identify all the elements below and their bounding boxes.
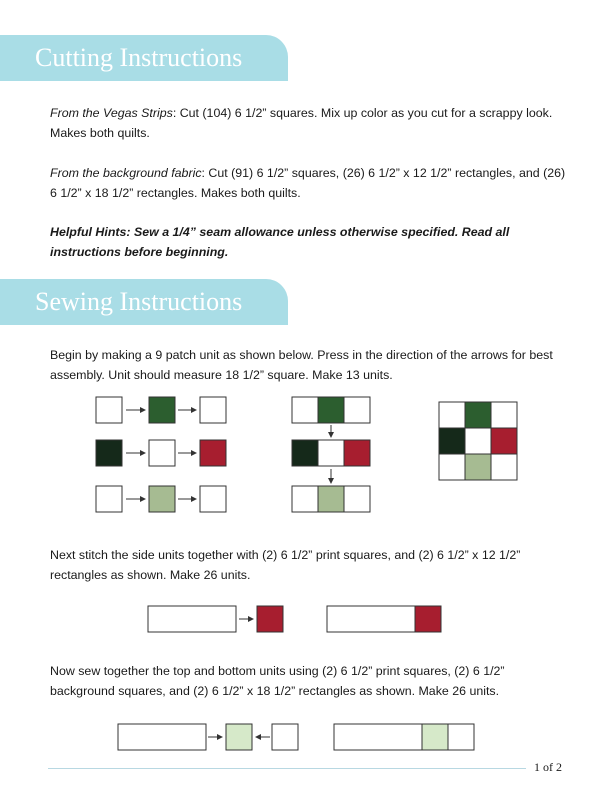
side-unit-diagram — [148, 606, 441, 632]
cutting-instructions-title: Cutting Instructions — [35, 43, 243, 72]
patch-background-square — [292, 486, 318, 512]
patch-background-square — [439, 454, 465, 480]
patch-very-dark-green-square — [439, 428, 465, 454]
background-rectangle — [148, 606, 236, 632]
background-rectangle — [118, 724, 206, 750]
patch-background-square — [200, 397, 226, 423]
patch-dark-green-square — [318, 397, 344, 423]
patch-dark-green-square — [149, 397, 175, 423]
vegas-strips-label: From the Vegas Strips — [50, 106, 173, 120]
patch-background-square — [448, 724, 474, 750]
top-bottom-units-paragraph: Now sew together the top and bottom units using (2) 6 1/2” print squares, (2) 6 1/2” background squares, and (2) 6 1/2” x 18 1/2” rectangles as shown. Make 26 units. — [50, 664, 505, 698]
patch-background-square — [200, 486, 226, 512]
background-fabric-label: From the background fabric — [50, 166, 202, 180]
patch-very-dark-green-square — [292, 440, 318, 466]
nine-patch-row-diagram — [96, 397, 226, 512]
nine-patch-paragraph: Begin by making a 9 patch unit as shown below. Press in the direction of the arrows for best assembly. Unit should measure 18 1/2” square. Make 13 units. — [50, 348, 553, 382]
patch-background-square — [149, 440, 175, 466]
background-rectangle — [327, 606, 415, 632]
helpful-hints-paragraph: Helpful Hints: Sew a 1/4” seam allowance unless otherwise specified. Read all instructions before beginning. — [50, 225, 510, 259]
patch-background-square — [491, 454, 517, 480]
nine-patch-finished-block — [439, 402, 517, 480]
patch-sage-square — [149, 486, 175, 512]
patch-mint-square — [226, 724, 252, 750]
patch-background-square — [344, 397, 370, 423]
patch-background-square — [491, 402, 517, 428]
patch-background-square — [439, 402, 465, 428]
vegas-strips-text: : Cut (104) 6 1/2” squares. Mix up color as you cut for a scrappy look. Makes both quilts. — [50, 106, 553, 140]
patch-red-square — [200, 440, 226, 466]
patch-sage-square — [318, 486, 344, 512]
patch-background-square — [96, 486, 122, 512]
footer-rule — [48, 768, 526, 769]
patch-background-square — [272, 724, 298, 750]
patch-background-square — [96, 397, 122, 423]
patch-background-square — [318, 440, 344, 466]
sewing-instructions-title: Sewing Instructions — [35, 287, 243, 316]
patch-background-square — [292, 397, 318, 423]
patch-red-square — [491, 428, 517, 454]
side-units-paragraph: Next stitch the side units together with (2) 6 1/2” print squares, and (2) 6 1/2” x 12 1/2” rectangles as shown. Make 26 units. — [50, 548, 521, 582]
page-number: 1 of 2 — [534, 760, 562, 774]
patch-sage-square — [465, 454, 491, 480]
patch-very-dark-green-square — [96, 440, 122, 466]
patch-red-square — [415, 606, 441, 632]
nine-patch-joined-rows-diagram — [292, 397, 370, 512]
patch-red-square — [344, 440, 370, 466]
background-fabric-text: : Cut (91) 6 1/2” squares, (26) 6 1/2” x 12 1/2” rectangles, and (26) 6 1/2” x 18 1/2” rectangles. Makes both quilts. — [50, 166, 566, 200]
patch-dark-green-square — [465, 402, 491, 428]
background-rectangle — [334, 724, 422, 750]
patch-background-square — [465, 428, 491, 454]
patch-background-square — [344, 486, 370, 512]
patch-mint-square — [422, 724, 448, 750]
top-bottom-unit-diagram — [118, 724, 474, 750]
patch-red-square — [257, 606, 283, 632]
